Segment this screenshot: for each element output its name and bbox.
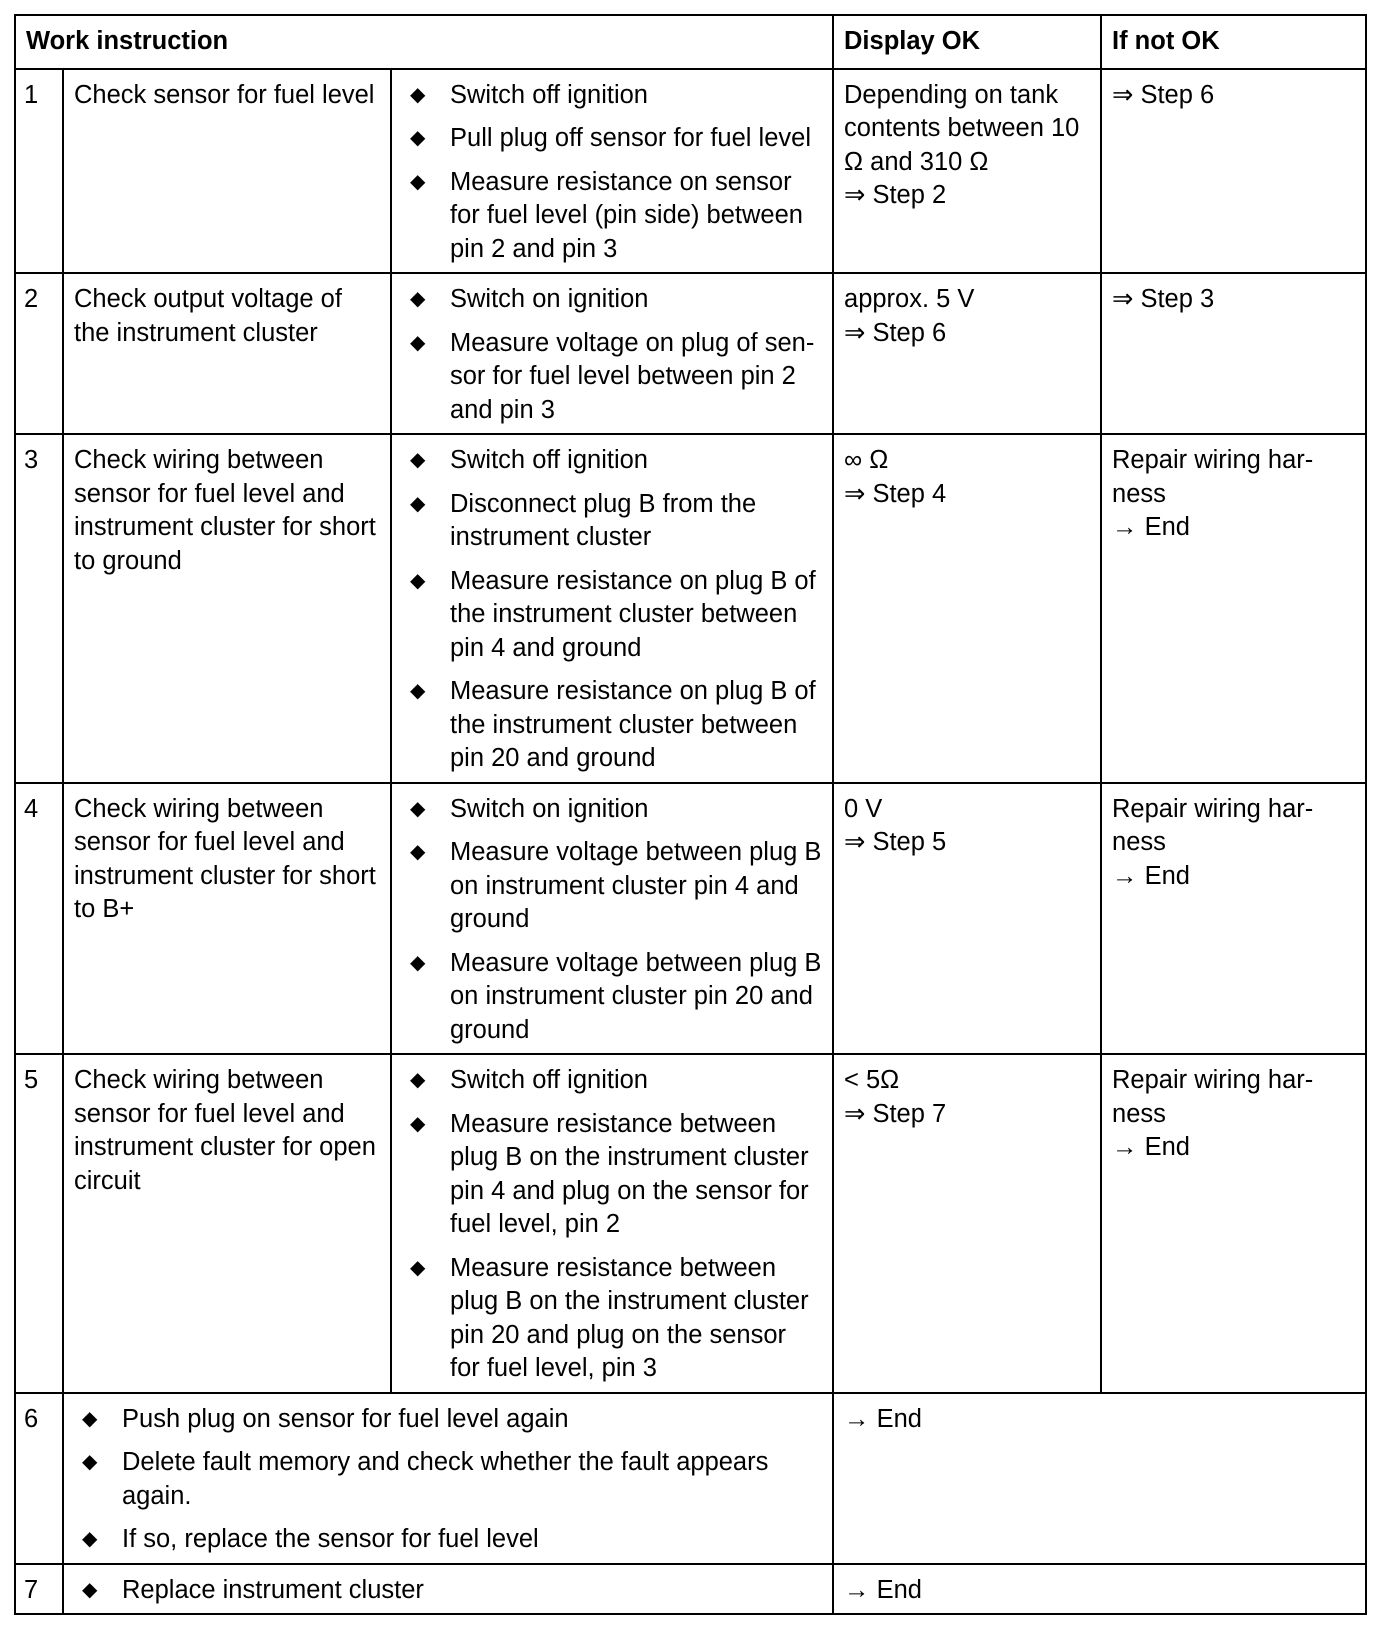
actions-cell	[391, 1054, 833, 1393]
action-item	[74, 1523, 822, 1557]
result-cell: → End	[833, 1564, 1366, 1615]
action-text: Measure voltage between plug B on instrument cluster pin 4 and ground	[450, 838, 822, 933]
action-text: Measure resistance on plug B of the instrument cluster between pin 20 and ground	[450, 677, 816, 772]
bullet-icon: ◆	[410, 331, 426, 354]
table-row	[15, 783, 1366, 1055]
action-item	[402, 166, 822, 267]
table-row	[15, 1054, 1366, 1393]
if-not-ok-text: Repair wiring har-ness	[1112, 446, 1314, 508]
if-not-ok-text: → End	[1112, 1133, 1190, 1161]
step-number: 3	[15, 434, 63, 783]
display-ok-text: approx. 5 V	[844, 285, 975, 313]
header-display-ok: Display OK	[833, 15, 1101, 69]
check-description: Check wiring between sensor for fuel level and instrument cluster for open circuit	[63, 1054, 391, 1393]
step-number: 2	[15, 273, 63, 434]
action-item	[402, 444, 822, 478]
action-text: Measure voltage on plug of sen-sor for fuel level between pin 2 and pin 3	[450, 328, 815, 424]
action-item	[402, 1108, 822, 1242]
bullet-icon: ◆	[410, 951, 426, 974]
action-item	[402, 675, 822, 776]
action-item	[402, 1252, 822, 1386]
action-text: Switch off ignition	[450, 1066, 648, 1094]
bullet-icon: ◆	[82, 1451, 98, 1473]
actions-cell	[391, 783, 833, 1055]
bullet-icon: ◆	[410, 680, 426, 702]
display-ok-cell	[833, 273, 1101, 434]
action-text: If so, replace the sensor for fuel level	[122, 1525, 539, 1553]
bullet-icon: ◆	[410, 449, 426, 471]
action-item	[74, 1574, 822, 1608]
bullet-icon: ◆	[410, 170, 426, 193]
if-not-ok-text: → End	[1112, 513, 1190, 541]
step-number: 1	[15, 69, 63, 274]
bullet-icon: ◆	[82, 1578, 98, 1601]
action-list	[402, 793, 822, 1048]
actions-cell	[63, 1564, 833, 1615]
action-item	[402, 836, 822, 937]
bullet-icon: ◆	[410, 569, 426, 592]
bullet-icon: ◆	[410, 797, 426, 820]
bullet-icon: ◆	[410, 83, 426, 106]
if-not-ok-text: Repair wiring har-ness	[1112, 1066, 1314, 1128]
bullet-icon: ◆	[410, 841, 426, 863]
if-not-ok-text: → End	[1112, 861, 1190, 890]
action-list	[74, 1403, 822, 1557]
display-ok-text: ∞ Ω	[844, 446, 889, 474]
if-not-ok-cell	[1101, 273, 1366, 434]
work-instruction-table	[14, 14, 1367, 1615]
action-text: Delete fault memory and check whether the fault appears again.	[122, 1448, 769, 1510]
table-row	[15, 434, 1366, 783]
check-description: Check sensor for fuel level	[63, 69, 391, 274]
display-ok-text: ⇒ Step 4	[844, 479, 947, 508]
bullet-icon: ◆	[410, 1256, 426, 1279]
action-item	[402, 947, 822, 1048]
display-ok-cell	[833, 434, 1101, 783]
bullet-icon: ◆	[410, 492, 426, 515]
result-cell: → End	[833, 1393, 1366, 1564]
action-item	[74, 1446, 822, 1513]
bullet-icon: ◆	[410, 1112, 426, 1135]
actions-cell	[63, 1393, 833, 1564]
if-not-ok-text: ⇒ Step 6	[1112, 80, 1215, 109]
action-text: Switch on ignition	[450, 285, 649, 313]
step-number: 5	[15, 1054, 63, 1393]
step-number: 7	[15, 1564, 63, 1615]
table-row	[15, 1564, 1366, 1615]
display-ok-text: ⇒ Step 6	[844, 318, 947, 347]
display-ok-cell	[833, 69, 1101, 274]
action-list	[402, 283, 822, 427]
action-list	[402, 1064, 822, 1386]
actions-cell	[391, 434, 833, 783]
action-text: Measure resistance on plug B of the instrument cluster between pin 4 and ground	[450, 566, 816, 662]
display-ok-text: ⇒ Step 7	[844, 1099, 947, 1128]
action-item	[402, 283, 822, 317]
action-list	[402, 79, 822, 267]
bullet-icon: ◆	[410, 127, 426, 149]
action-item	[402, 79, 822, 113]
table-header-row	[15, 15, 1366, 69]
action-text: Pull plug off sensor for fuel level	[450, 124, 811, 152]
display-ok-text: 0 V	[844, 794, 883, 823]
step-number: 6	[15, 1393, 63, 1564]
action-item	[402, 122, 822, 156]
table-body	[15, 69, 1366, 1615]
if-not-ok-cell	[1101, 783, 1366, 1055]
bullet-icon: ◆	[82, 1528, 98, 1550]
table-row	[15, 273, 1366, 434]
actions-cell	[391, 69, 833, 274]
if-not-ok-cell	[1101, 1054, 1366, 1393]
check-description: Check wiring between sensor for fuel level and instrument cluster for short to B+	[63, 783, 391, 1055]
step-number: 4	[15, 783, 63, 1055]
action-text: Measure voltage between plug B on instrument cluster pin 20 and ground	[450, 948, 822, 1044]
action-item	[402, 565, 822, 666]
action-text: Switch on ignition	[450, 794, 649, 823]
action-text: Switch off ignition	[450, 446, 648, 474]
action-text: Measure resistance between plug B on the instrument cluster pin 20 and plug on the sensor for fuel level, pin 3	[450, 1253, 809, 1382]
bullet-icon: ◆	[410, 1069, 426, 1091]
display-ok-cell	[833, 1054, 1101, 1393]
action-item	[402, 793, 822, 827]
actions-cell	[391, 273, 833, 434]
action-text: Measure resistance between plug B on the instrument cluster pin 4 and plug on the sensor for fuel level, pin 2	[450, 1109, 809, 1238]
bullet-icon: ◆	[410, 288, 426, 310]
display-ok-text: ⇒ Step 5	[844, 828, 947, 856]
display-ok-text: ⇒ Step 2	[844, 181, 947, 209]
header-if-not-ok: If not OK	[1101, 15, 1366, 69]
bullet-icon: ◆	[82, 1407, 98, 1430]
action-text: Disconnect plug B from the instrument cluster	[450, 489, 757, 551]
display-ok-text: Depending on tank contents between 10 Ω and 310 Ω	[844, 80, 1080, 176]
if-not-ok-cell	[1101, 69, 1366, 274]
action-text: Replace instrument cluster	[122, 1575, 424, 1604]
if-not-ok-cell	[1101, 434, 1366, 783]
action-item	[402, 327, 822, 428]
header-work-instruction: Work instruction	[15, 15, 833, 69]
action-text: Measure resistance on sensor for fuel level (pin side) between pin 2 and pin 3	[450, 167, 803, 263]
action-item	[74, 1403, 822, 1437]
if-not-ok-text: ⇒ Step 3	[1112, 285, 1215, 313]
check-description: Check output voltage of the instrument cluster	[63, 273, 391, 434]
action-text: Switch off ignition	[450, 80, 648, 109]
display-ok-cell	[833, 783, 1101, 1055]
table-row	[15, 69, 1366, 274]
action-text: Push plug on sensor for fuel level again	[122, 1404, 569, 1433]
check-description: Check wiring between sensor for fuel level and instrument cluster for short to ground	[63, 434, 391, 783]
action-list	[74, 1574, 822, 1608]
action-item	[402, 1064, 822, 1098]
table-row	[15, 1393, 1366, 1564]
action-item	[402, 488, 822, 555]
action-list	[402, 444, 822, 776]
display-ok-text: < 5Ω	[844, 1066, 900, 1094]
if-not-ok-text: Repair wiring har-ness	[1112, 794, 1314, 856]
